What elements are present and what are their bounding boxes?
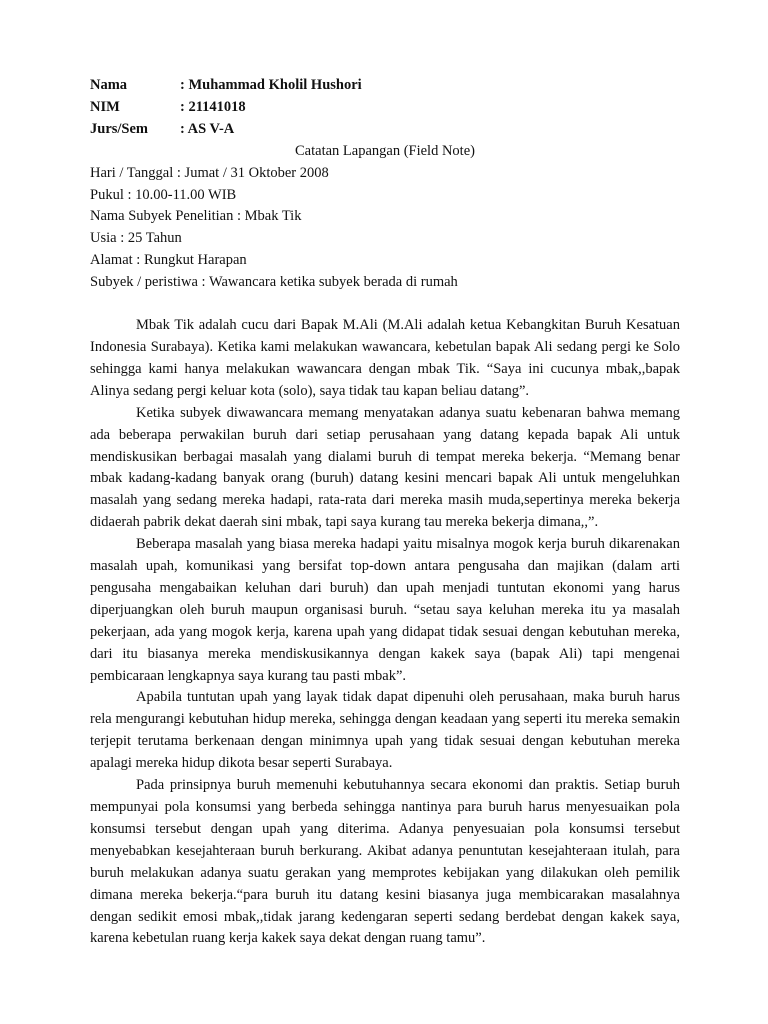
address-line: Alamat : Rungkut Harapan — [90, 252, 247, 269]
jurs-sem-label: Jurs/Sem — [90, 120, 148, 137]
jurs-sem-value: : AS V-A — [180, 120, 235, 137]
event-line: Subyek / peristiwa : Wawancara ketika subyek berada di rumah — [90, 274, 458, 291]
time-line: Pukul : 10.00-11.00 WIB — [90, 186, 237, 203]
nim-label: NIM — [90, 98, 120, 115]
body-paragraph-2: Ketika subyek diwawancara memang menyatakan adanya suatu kebenaran bahwa memang ada beberapa perwakilan buruh dari setiap perusahaan yang datang kepada bapak Ali untuk mendiskusikan berbagai masalah yang dialami buruh di tempat mereka bekerja. “Memang benar mbak kadang-kadang banyak orang (buruh) datang kesini mencari bapak Ali untuk mengeluhkan masalah yang sedang mereka hadapi, rata-rata dari mereka masih muda,sepertinya mereka bekerja didaerah pabrik dekat daerah sini mbak, tapi saya kurang tau mereka bekerja dimana,,”. — [90, 404, 680, 531]
subject-name-line: Nama Subyek Penelitian : Mbak Tik — [90, 208, 302, 225]
name-value: : Muhammad Kholil Hushori — [180, 77, 362, 93]
nim-value: : 21141018 — [180, 98, 246, 115]
age-line: Usia : 25 Tahun — [90, 230, 182, 247]
document-content — [90, 75, 680, 950]
section-spacer — [90, 294, 680, 315]
body-paragraph-3: Beberapa masalah yang biasa mereka hadapi yaitu misalnya mogok kerja buruh dikarenakan masalah upah, komunikasi yang bersifat top-down antara pengusaha dan majikan (dalam arti pengusaha mengabaikan keluhan dari buruh) dan upah menjadi tuntutan ekonomi yang harus diperjuangkan oleh buruh maupun organisasi buruh. “setau saya keluhan mereka itu ya masalah pekerjaan, ada yang mogok kerja, karena upah yang didapat tidak sesuai dengan kebutuhan mereka, dari itu biasanya mereka mendiskusikannya dengan kakek saya (bapak Ali) tapi mengenai pembicaraan lengkapnya saya kurang tau pasti mbak”. — [90, 536, 680, 684]
body-paragraph-1: Mbak Tik adalah cucu dari Bapak M.Ali (M.Ali adalah ketua Kebangkitan Buruh Kesatuan Indonesia Surabaya). Ketika kami melakukan wawancara, kebetulan bapak Ali sedang pergi ke Solo sehingga kami hanya melakukan wawancara dengan mbak Tik. “Saya ini cucunya mbak,,bapak Alinya sedang pergi keluar kota (solo), saya tidak tau kapan beliau datang”. — [90, 317, 680, 399]
nim-row — [90, 97, 680, 119]
name-label: Nama — [90, 77, 128, 93]
document-title: Catatan Lapangan (Field Note) — [295, 142, 475, 159]
name-row — [90, 75, 680, 97]
body-paragraph-4: Apabila tuntutan upah yang layak tidak dapat dipenuhi oleh perusahaan, maka buruh harus rela mengurangi kebutuhan hidup mereka, sehingga dengan keadaan yang seperti itu mereka semakin terjepit terutama berkenaan dengan minimnya upah yang tidak sesuai dengan kebutuhan mereka apalagi mereka hidup dikota besar seperti Surabaya. — [90, 689, 680, 772]
jurs-sem-row — [90, 119, 680, 141]
date-line: Hari / Tanggal : Jumat / 31 Oktober 2008 — [90, 164, 329, 181]
body-paragraph-5: Pada prinsipnya buruh memenuhi kebutuhannya secara ekonomi dan praktis. Setiap buruh mempunyai pola konsumsi yang berbeda sehingga nantinya para buruh harus menyesuaikan pola konsumsi tersebut dengan upah yang diterima. Adanya penyesuaian pola konsumsi tersebut menyebabkan kesejahteraan buruh berkurang. Akibat adanya penuntutan kesejahteraan itulah, para buruh melakukan adanya suatu gerakan yang memprotes kebijakan yang dilakukan oleh pemilik dimana mereka bekerja.“para buruh itu datang kesini biasanya juga membicarakan masalahnya dengan sedikit emosi mbak,,tidak jarang kedengaran seperti sedang berdebat dengan kakek saya, karena kebetulan ruang kerja kakek saya dekat dengan ruang tamu”. — [90, 777, 680, 947]
